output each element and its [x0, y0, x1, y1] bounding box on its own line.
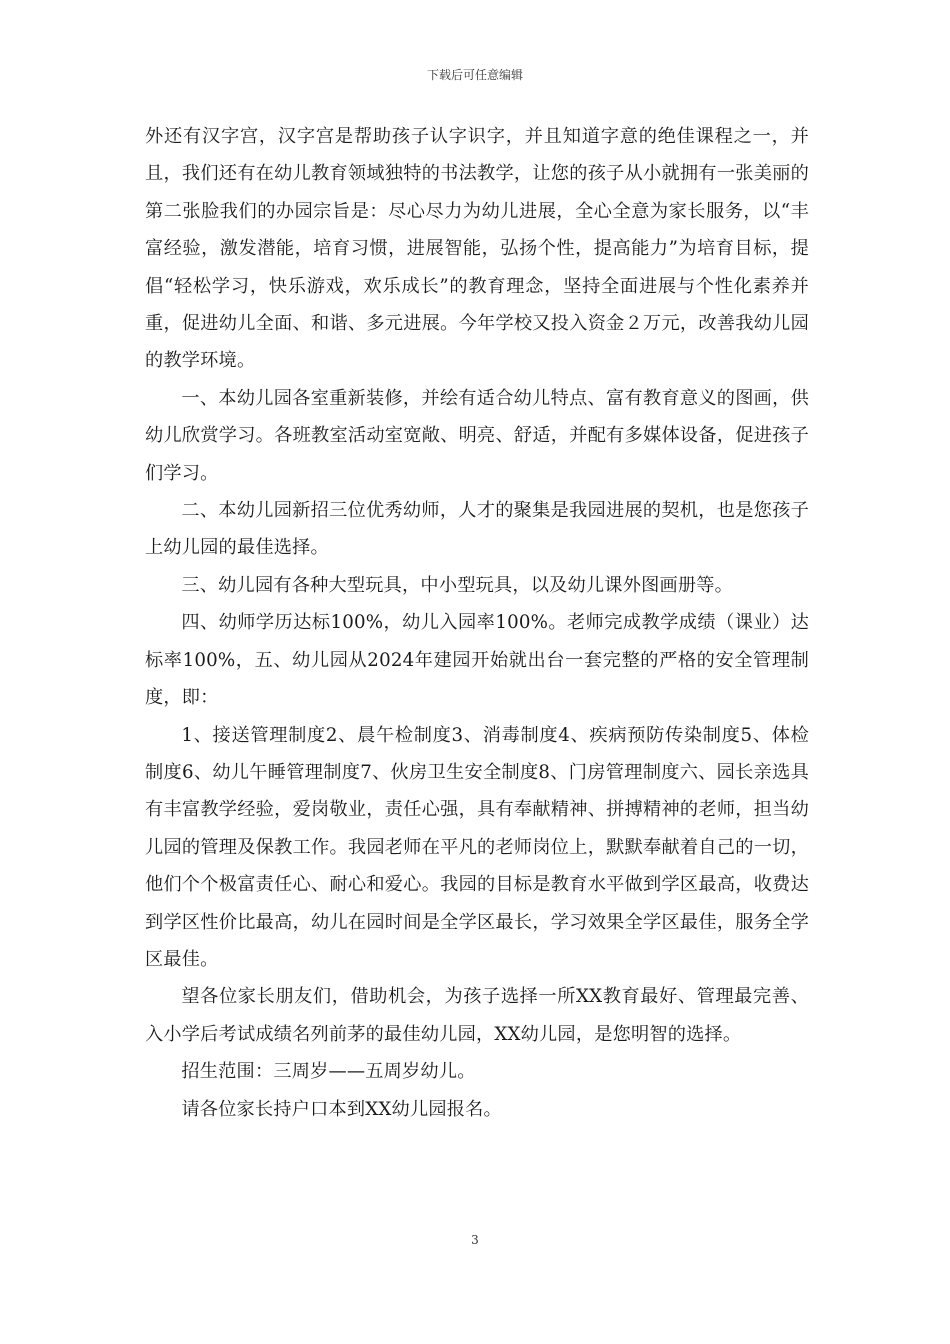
paragraph-enrollment-range: 招生范围：三周岁——五周岁幼儿。	[181, 1061, 476, 1083]
page-header: 下载后可任意编辑	[426, 68, 523, 82]
paragraph-item-2: 二、本幼儿园新招三位优秀幼师，人才的聚集是我园进展的契机，也是您孩子上幼儿园的最佳选择。	[145, 500, 809, 559]
paragraph-registration: 请各位家长持户口本到XX幼儿园报名。	[181, 1098, 502, 1120]
page-number: 3	[471, 1233, 479, 1247]
paragraph-item-1: 一、本幼儿园各室重新装修，并绘有适合幼儿特点、富有教育意义的图画，供幼儿欣赏学习。各班教室活动室宽敞、明亮、舒适，并配有多媒体设备，促进孩子们学习。	[145, 387, 809, 484]
paragraph-item-4: 四、幼师学历达标100%，幼儿入园率100%。老师完成教学成绩（课业）达标率100%，五、幼儿园从2024年建园开始就出台一套完整的严格的安全管理制度，即：	[145, 612, 809, 709]
paragraph-item-3: 三、幼儿园有各种大型玩具，中小型玩具，以及幼儿课外图画册等。	[181, 574, 734, 596]
document-body	[145, 118, 809, 1128]
paragraph-closing: 望各位家长朋友们，借助机会，为孩子选择一所XX教育最好、管理最完善、入小学后考试成绩名列前茅的最佳幼儿园，XX幼儿园，是您明智的选择。	[145, 986, 809, 1045]
paragraph-rules-list: 1、接送管理制度2、晨午检制度3、消毒制度4、疾病预防传染制度5、体检制度6、幼儿午睡管理制度7、伙房卫生安全制度8、门房管理制度六、园长亲选具有丰富教学经验，爱岗敬业，责任心强，具有奉献精神、拼搏精神的老师，担当幼儿园的管理及保教工作。我园老师在平凡的老师岗位上，默默奉献着自己的一切，他们个个极富责任心、耐心和爱心。我园的目标是教育水平做到学区最高，收费达到学区性价比最高，幼儿在园时间是全学区最长，学习效果全学区最佳，服务全学区最佳。	[145, 724, 809, 970]
paragraph-continuation: 外还有汉字宫，汉字宫是帮助孩子认字识字，并且知道字意的绝佳课程之一，并且，我们还有在幼儿教育领域独特的书法教学，让您的孩子从小就拥有一张美丽的第二张脸我们的办园宗旨是：尽心尽力为幼儿进展，全心全意为家长服务，以“丰富经验，激发潜能，培育习惯，进展智能，弘扬个性，提高能力”为培育目标，提倡“轻松学习，快乐游戏，欢乐成长”的教育理念，坚持全面进展与个性化素养并重，促进幼儿全面、和谐、多元进展。今年学校又投入资金２万元，改善我幼儿园的教学环境。	[145, 126, 809, 372]
